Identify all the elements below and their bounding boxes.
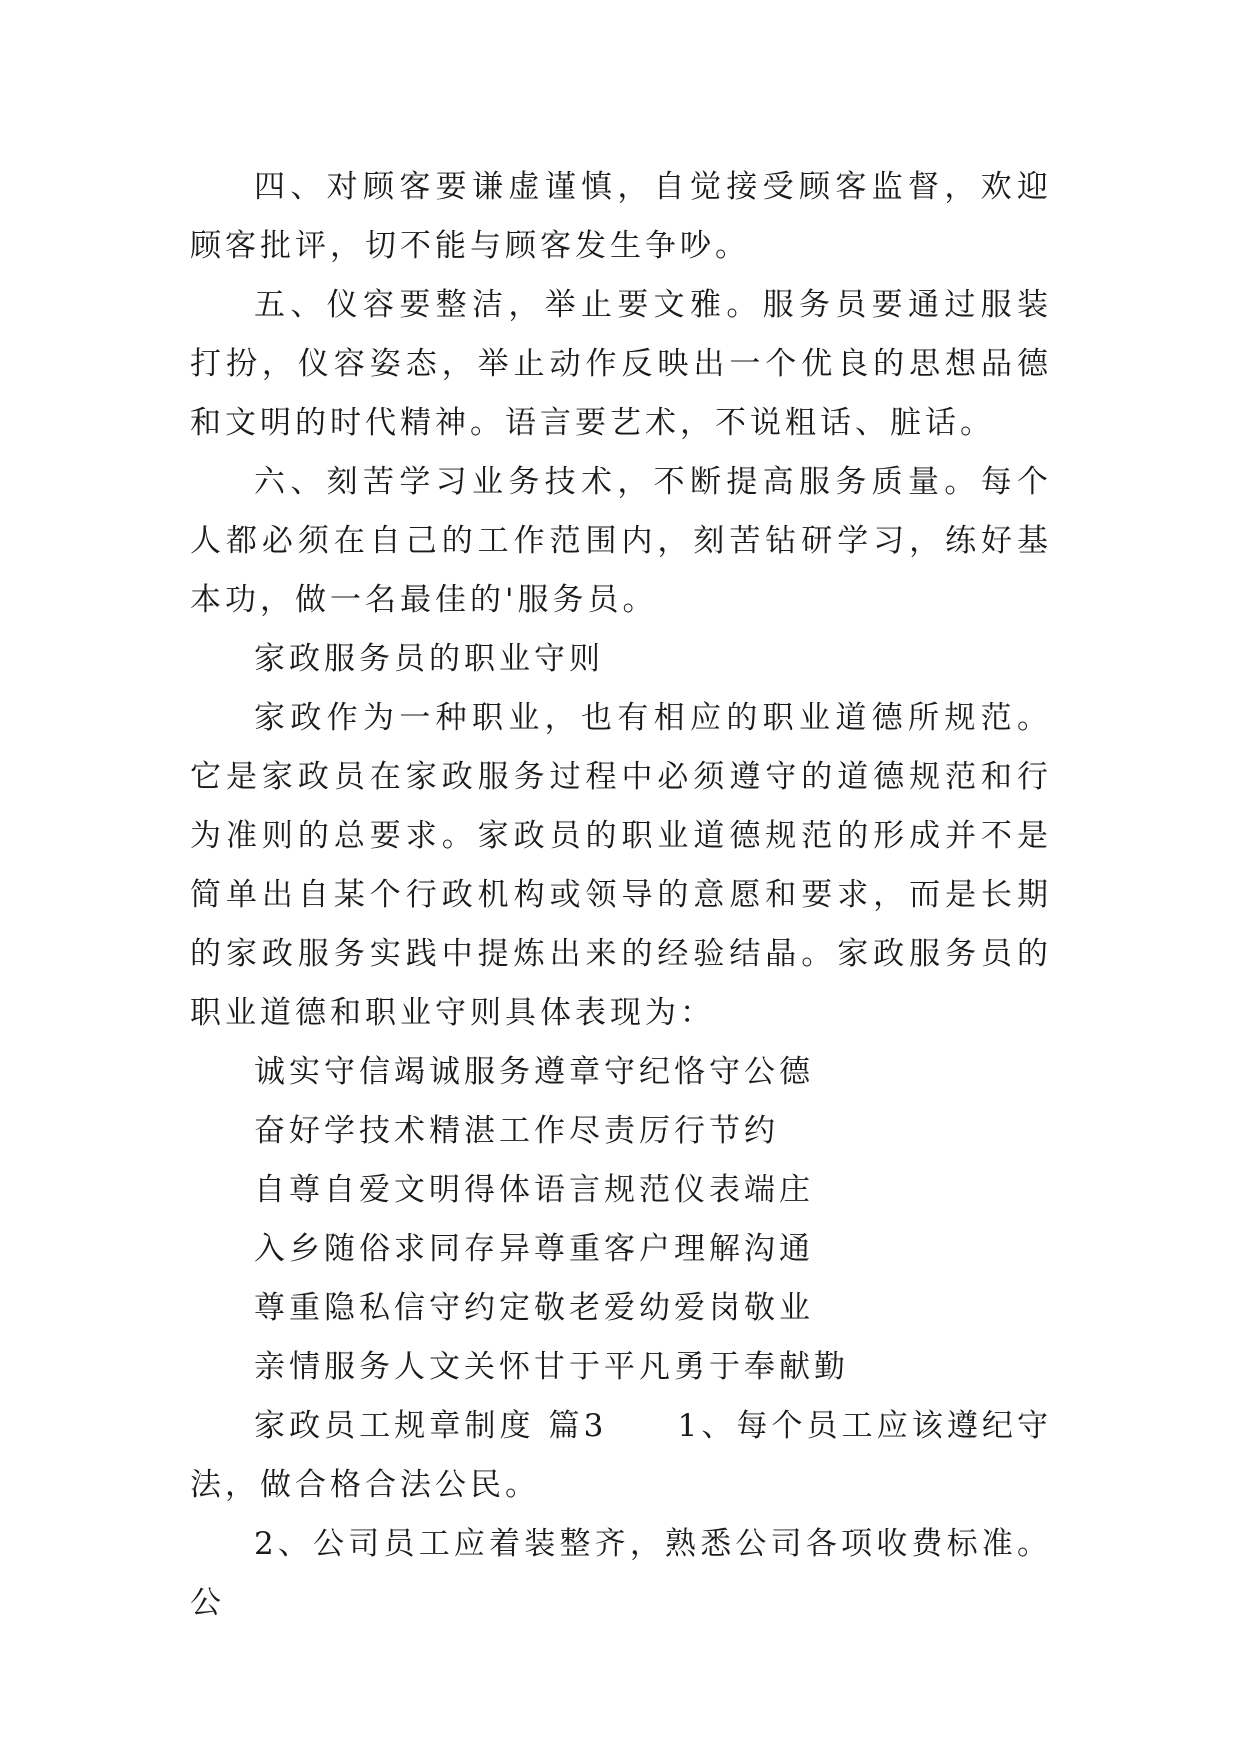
section-heading-code: 家政服务员的职业守则 [254,641,604,677]
code-line-4: 入乡随俗求同存异尊重客户理解沟通 [254,1231,814,1267]
code-line-3: 自尊自爱文明得体语言规范仪表端庄 [254,1172,814,1208]
paragraph-item-5: 五、仪容要整洁，举止要文雅。服务员要通过服装打扮，仪容姿态，举止动作反映出一个优良的思想品德和文明的时代精神。语言要艺术，不说粗话、脏话。 [190,287,1052,441]
code-line-1: 诚实守信竭诚服务遵章守纪恪守公德 [254,1054,814,1090]
paragraph-intro: 家政作为一种职业，也有相应的职业道德所规范。它是家政员在家政服务过程中必须遵守的道德规范和行为准则的总要求。家政员的职业道德规范的形成并不是简单出自某个行政机构或领导的意愿和要求，而是长期的家政服务实践中提炼出来的经验结晶。家政服务员的职业道德和职业守则具体表现为： [190,700,1052,1031]
code-line-5: 尊重隐私信守约定敬老爱幼爱岗敬业 [254,1290,814,1326]
paragraph-item-4: 四、对顾客要谦虚谨慎，自觉接受顾客监督，欢迎顾客批评，切不能与顾客发生争吵。 [190,169,1052,264]
code-line-2: 奋好学技术精湛工作尽责厉行节约 [254,1113,779,1149]
rules-heading-item-1: 家政员工规章制度 篇3 1、每个员工应该遵纪守法，做合格合法公民。 [190,1408,1052,1503]
paragraph-item-6: 六、刻苦学习业务技术，不断提高服务质量。每个人都必须在自己的工作范围内，刻苦钻研学习，练好基本功，做一名最佳的'服务员。 [190,464,1052,618]
rules-item-2: 2、公司员工应着装整齐，熟悉公司各项收费标准。公 [190,1526,1052,1621]
document-body [190,158,1052,1633]
code-line-6: 亲情服务人文关怀甘于平凡勇于奉献勤 [254,1349,849,1385]
